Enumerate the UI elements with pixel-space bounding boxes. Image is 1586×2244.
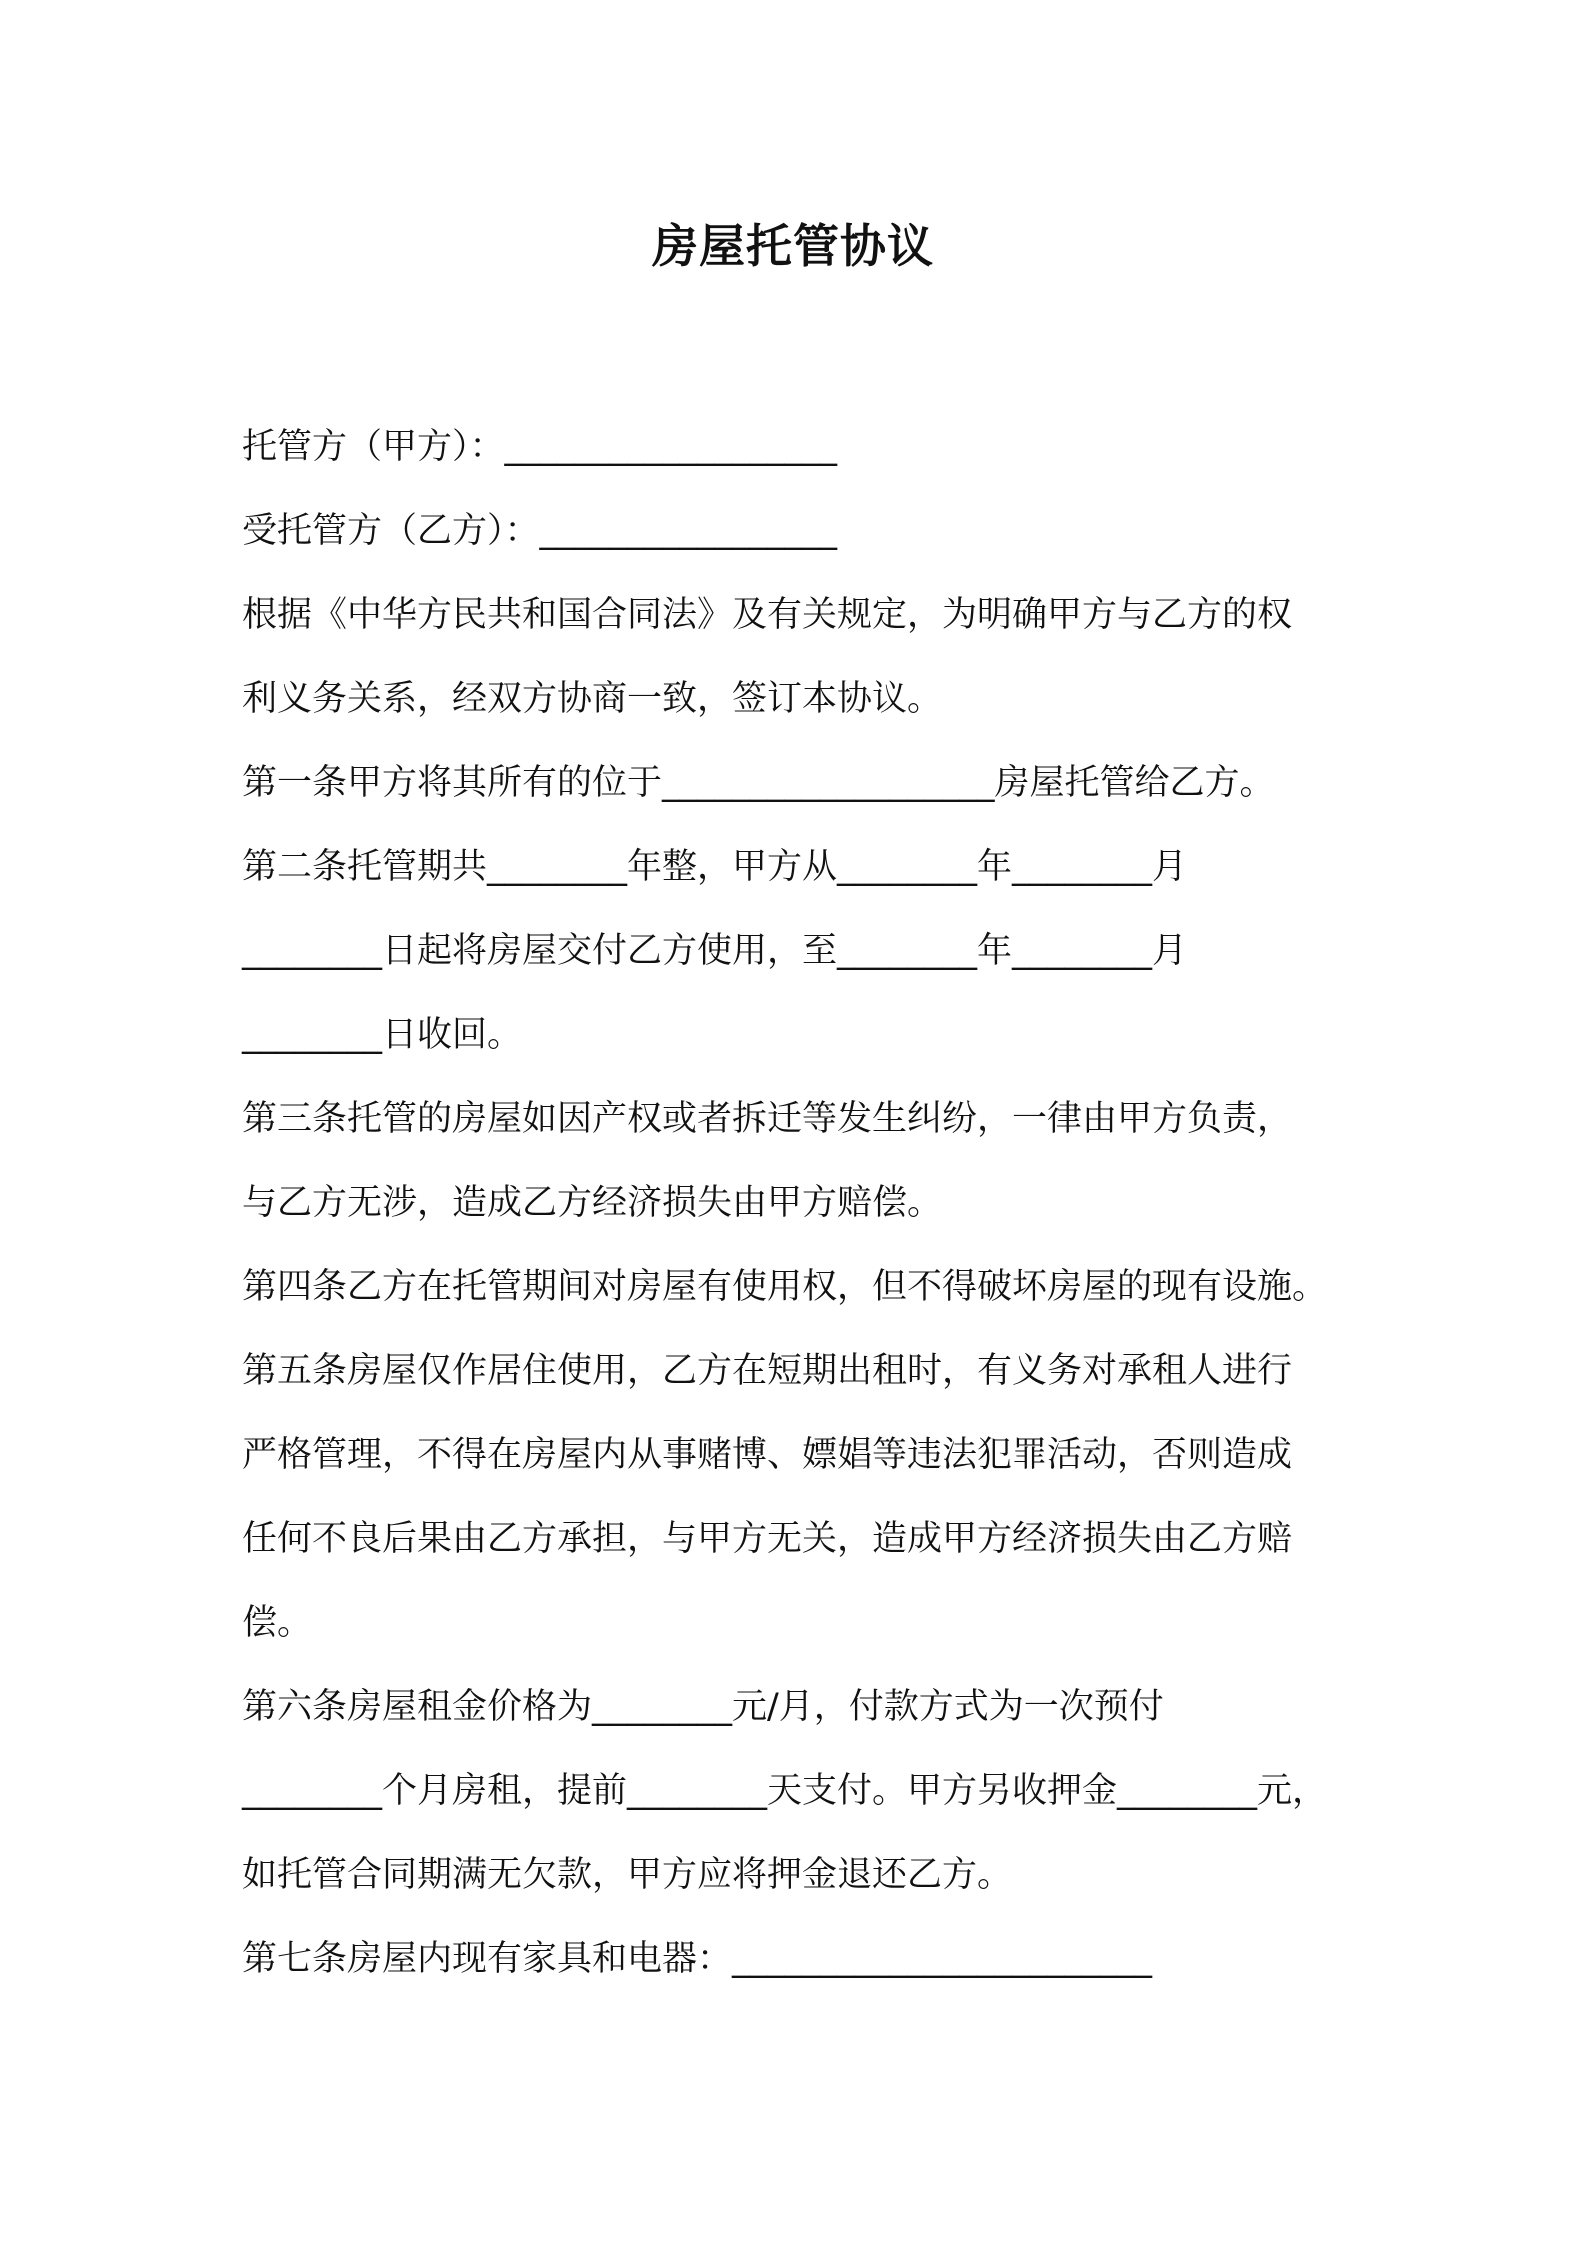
article-5-line-1: 第五条房屋仅作居住使用，乙方在短期出租时，有义务对承租人进行 (242, 1351, 1293, 1391)
article-5-line-3: 任何不良后果由乙方承担，与甲方无关，造成甲方经济损失由乙方赔 (242, 1519, 1293, 1559)
preamble-line-2: 利义务关系，经双方协商一致，签订本协议。 (242, 679, 943, 719)
article-3-line-1: 第三条托管的房屋如因产权或者拆迁等发生纠纷，一律由甲方负责， (242, 1099, 1293, 1139)
article-3-line-2: 与乙方无涉，造成乙方经济损失由甲方赔偿。 (242, 1183, 943, 1223)
article-2-line-2: ________日起将房屋交付乙方使用，至________年________月 (242, 931, 1188, 971)
article-6-line-3: 如托管合同期满无欠款，甲方应将押金退还乙方。 (242, 1855, 1013, 1895)
article-5-line-4: 偿。 (242, 1603, 313, 1643)
article-7-line: 第七条房屋内现有家具和电器：________________________ (242, 1939, 1153, 1979)
article-1-line: 第一条甲方将其所有的位于___________________房屋托管给乙方。 (242, 763, 1275, 803)
document-title: 房屋托管协议 (652, 219, 934, 273)
party-b-line: 受托管方（乙方）：_________________ (242, 511, 838, 551)
article-6-line-1: 第六条房屋租金价格为________元/月，付款方式为一次预付 (242, 1687, 1164, 1727)
article-4-line: 第四条乙方在托管期间对房屋有使用权，但不得破坏房屋的现有设施。 (242, 1267, 1328, 1307)
article-2-line-3: ________日收回。 (242, 1015, 523, 1055)
article-2-line-1: 第二条托管期共________年整，甲方从________年________月 (242, 847, 1188, 887)
article-5-line-2: 严格管理，不得在房屋内从事赌博、嫖娼等违法犯罪活动，否则造成 (242, 1435, 1293, 1475)
preamble-line-1: 根据《中华方民共和国合同法》及有关规定，为明确甲方与乙方的权 (242, 595, 1293, 635)
article-6-line-2: ________个月房租，提前________天支付。甲方另收押金________元， (242, 1771, 1328, 1811)
document-body (242, 405, 1372, 2001)
party-a-line: 托管方（甲方）：___________________ (242, 427, 838, 467)
